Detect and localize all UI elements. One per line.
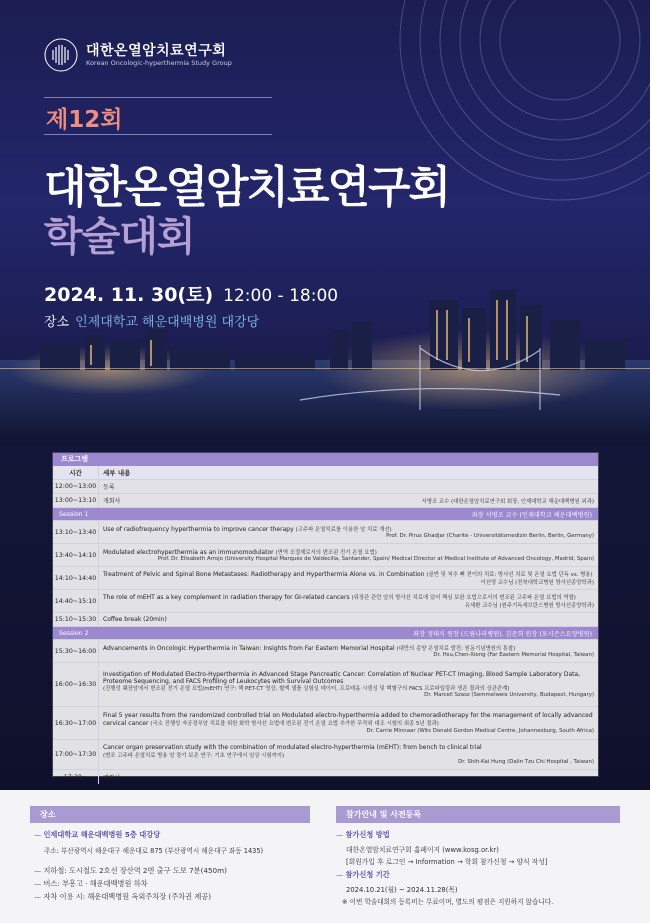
period-label-line: — 참가신청 기간 — [336, 870, 390, 879]
car-line: — 자차 이용 시: 해운대백병원 옥외주차장 (주차권 제공) — [34, 892, 212, 901]
period-label: 참가신청 기간 — [345, 870, 390, 879]
table-row — [53, 590, 598, 613]
row-title: Cancer organ preservation study with the combination of modulated electro-hyperthermia (mEHT): from bench to clinical trial — [103, 744, 482, 751]
row-time: 13:40~14:10 — [54, 551, 97, 559]
row-title-ko: (위장관 관련 암의 방사선 치료에 있어 핵심 보완 요법으로서의 변조된 고주파 온열 요법의 역할) — [351, 595, 576, 601]
divider — [44, 134, 272, 135]
row-title: Coffee break (20min) — [103, 616, 167, 623]
row-title-line — [103, 570, 594, 578]
method-line2: [회원가입 후 로그인 → Information → 학회 참가신청 → 양식 작성] — [346, 858, 548, 866]
period-dates: 2024.10.21(월) ~ 2024.11.28(목) — [346, 886, 458, 894]
row-speaker: Dr. Marcell Szasz (Semmelweis University, Budapest, Hungary) — [424, 692, 594, 699]
row-title-line — [103, 593, 594, 601]
event-venue — [44, 311, 259, 330]
venue-address: 주소: 부산광역시 해운대구 해운대로 875 (부산광역시 해운대구 좌동 1435) — [44, 847, 264, 855]
program-table — [53, 453, 598, 782]
table-row — [53, 640, 598, 663]
row-speaker: 서병조 교수 (대한온열암치료연구회 회장, 인제대학교 해운대백병원 외과) — [421, 498, 594, 505]
row-speaker: 유세환 교수님 (원주기독세브란스병원 방사선종양학과) — [464, 603, 594, 609]
row-title-ko: (대만의 종양 온열치료 발전: 원동기념병원의 통찰) — [396, 646, 516, 652]
row-time: 13:10~13:40 — [54, 528, 97, 536]
row-speaker: Dr. Hsu,Chen-Xiong (Far Eastern Memorial Hospital, Taiwan) — [433, 652, 594, 658]
row-title: The role of mEHT as a key complement in radiation therapy for GI-related cancers — [103, 594, 350, 601]
logo-icon — [44, 38, 78, 72]
divider — [44, 97, 272, 98]
org-name: 대한온열암치료연구회 — [86, 43, 227, 59]
row-time: 15:30~16:00 — [54, 647, 97, 655]
table-row — [53, 567, 598, 590]
row-title-line — [103, 712, 594, 727]
row-title-line — [103, 548, 594, 556]
table-row — [53, 544, 598, 567]
session-title: Session 2 — [59, 629, 89, 637]
registration-heading: 참가안내 및 사전등록 — [336, 806, 620, 823]
table-row — [53, 494, 598, 508]
row-title: 개회사 — [103, 498, 121, 505]
car-info: 자차 이용 시: 해운대백병원 옥외주차장 (주차권 제공) — [43, 892, 212, 901]
subway-info: 지하철: 도시철도 2호선 장산역 2번 출구 도보 7분(450m) — [43, 866, 227, 875]
event-datetime — [44, 280, 338, 307]
venue-name: 인제대학교 해운대백병원 대강당 — [75, 315, 260, 330]
row-speaker: Prof. Dr. Pirus Ghadjar (Charité - Universitätsmedizin Berlin, Berlin, Germany) — [386, 533, 594, 539]
subway-line: — 지하철: 도시철도 2호선 장산역 2번 출구 도보 7분(450m) — [34, 866, 227, 875]
row-speaker: Dr. Carrie Minnaar (Wits Donald Gordon Medical Centre, Johannesburg, South Africa) — [366, 727, 594, 734]
row-speaker: Dr. Shih-Kai Hung (Dalin Tzu Chi Hospital , Taiwan) — [458, 759, 594, 765]
program-label: 프로그램 — [53, 453, 598, 466]
row-title-ko: (골반 및 척추 뼈 전이의 치료: 방사선 치료 및 온열 요법 단독 vs. 병용) — [426, 572, 593, 578]
row-time: 12:00~13:00 — [54, 483, 97, 490]
venue-label: 장소 — [44, 315, 70, 330]
method-label: 참가신청 방법 — [345, 830, 390, 839]
row-time: 17:00~17:30 — [54, 751, 97, 758]
row-title: Investigation of Modulated Electro-Hyperthermia in Advanced Stage Pancreatic Cancer: Correlation of Nuclear PET-CT Imaging, Blood Sample Laboratory Data, Proteome Sequencing, and FACS Profiling of Leukocytes with Survival Outcomes — [103, 670, 581, 686]
row-title-ko: (국소 진행성 자궁경부암 치료를 위한 화학 방사선 요법에 변조된 전기 온열 요법 추가한 무작위 대조 시험의 최종 5년 결과) — [150, 720, 439, 727]
session-chair: 좌장 서병조 교수 (인제대학교 해운대백병원) — [471, 511, 592, 519]
bus-line: — 버스: 부흥고 · 해운대백병원 하차 — [34, 879, 148, 888]
venue-heading: 장소 — [30, 806, 310, 823]
table-row — [53, 740, 598, 770]
table-header — [53, 466, 598, 480]
row-title: 폐회사 — [103, 774, 121, 782]
session-bar — [53, 627, 598, 640]
row-title: Use of radiofrequency hyperthermia to improve cancer therapy — [103, 526, 294, 533]
page-subtitle: 학술대회 — [44, 214, 195, 260]
row-title: Final 5 year results from the randomized controlled trial on Modulated electro-hyperthermia added to chemoradiotherapy for the management of locally advanced cervical cancer — [103, 712, 593, 727]
venue-hall: 인제대학교 해운대백병원 5층 대강당 — [43, 830, 161, 839]
method-line1: 대한온열암치료연구회 홈페이지 (www.kosg.or.kr) — [346, 846, 499, 854]
session-bar — [53, 508, 598, 521]
venue-name-line: — 인제대학교 해운대백병원 5층 대강당 — [34, 830, 161, 839]
session-title: Session 1 — [59, 510, 89, 518]
row-title: Treatment of Pelvic and Spinal Bone Metastases: Radiotherapy and Hyperthermia Alone vs. in Combination — [103, 571, 425, 578]
row-title: Modulated electrohyperthermia as an immunomodulator — [103, 549, 274, 556]
row-title-ko: (면역 조절제로서의 변조된 전기 온열 요법) — [275, 550, 377, 556]
event-time: 12:00 - 18:00 — [223, 286, 339, 306]
row-time: 17:30~ — [63, 773, 88, 781]
row-title-ko: (변조 고주파 온열치료 병용 암 장기 보존 연구: 기초 연구에서 임상 시험까지) — [103, 753, 285, 759]
row-title-line — [103, 644, 594, 652]
table-row — [53, 770, 598, 784]
row-title: Advancements in Oncologic Hyperthermia in Taiwan: Insights from Far Eastern Memorial Hospital — [103, 645, 395, 652]
row-speaker: Prof. Dr. Elisabeth Arrojo (University Hospital Marqués de Valdecilla, Santander, Spain/ Medical Director at Medical Institute of Advanced Oncology, Madrid, Spain) — [157, 556, 594, 562]
row-title: 등록 — [103, 484, 115, 491]
column-header-detail: 세부 내용 — [98, 466, 598, 479]
session-chair: 좌장 정태식 원장 (드림나라병원), 김준희 원장 (포시즌스요양병원) — [413, 630, 592, 638]
table-row — [53, 521, 598, 544]
bus-info: 버스: 부흥고 · 해운대백병원 하차 — [43, 879, 148, 888]
event-date: 2024. 11. 30(토) — [44, 284, 214, 306]
method-label-line: — 참가신청 방법 — [336, 830, 390, 839]
org-name-en: Korean Oncologic-hyperthermia Study Group — [86, 59, 232, 67]
column-header-time: 시간 — [69, 469, 82, 477]
table-row — [53, 663, 598, 707]
row-title-ko: (진행성 췌장암에서 변조된 전기 온열 요법(mEHT) 연구: 핵 PET-CT 영상, 혈액 샘플 실험실 데이터, 프로테옴 시퀀싱 및 백혈구의 FACS 프로파일링과 생존 결과의 상관관계) — [103, 685, 510, 692]
table-row — [53, 613, 598, 627]
row-time: 16:00~16:30 — [54, 681, 97, 688]
registration-note: ※ 이번 학술대회의 등록비는 무료이며, 별도의 평점은 지원하지 않습니다. — [342, 898, 554, 906]
edition-label: 제12회 — [46, 107, 123, 133]
table-row — [53, 707, 598, 740]
row-time: 14:10~14:40 — [54, 574, 97, 582]
row-speaker: 이선영 교수님 (전북대학교병원 방사선종양학과) — [480, 580, 594, 586]
table-row — [53, 480, 598, 494]
row-time: 16:30~17:00 — [54, 719, 97, 727]
row-time: 15:10~15:30 — [54, 616, 97, 623]
page-title: 대한온열암치료연구회 — [44, 162, 450, 213]
row-time: 14:40~15:10 — [54, 597, 97, 605]
row-title-line — [103, 525, 594, 533]
row-title-ko: (고주파 온열치료를 이용한 암 치료 개선) — [295, 527, 392, 533]
row-time: 13:00~13:10 — [54, 497, 97, 504]
